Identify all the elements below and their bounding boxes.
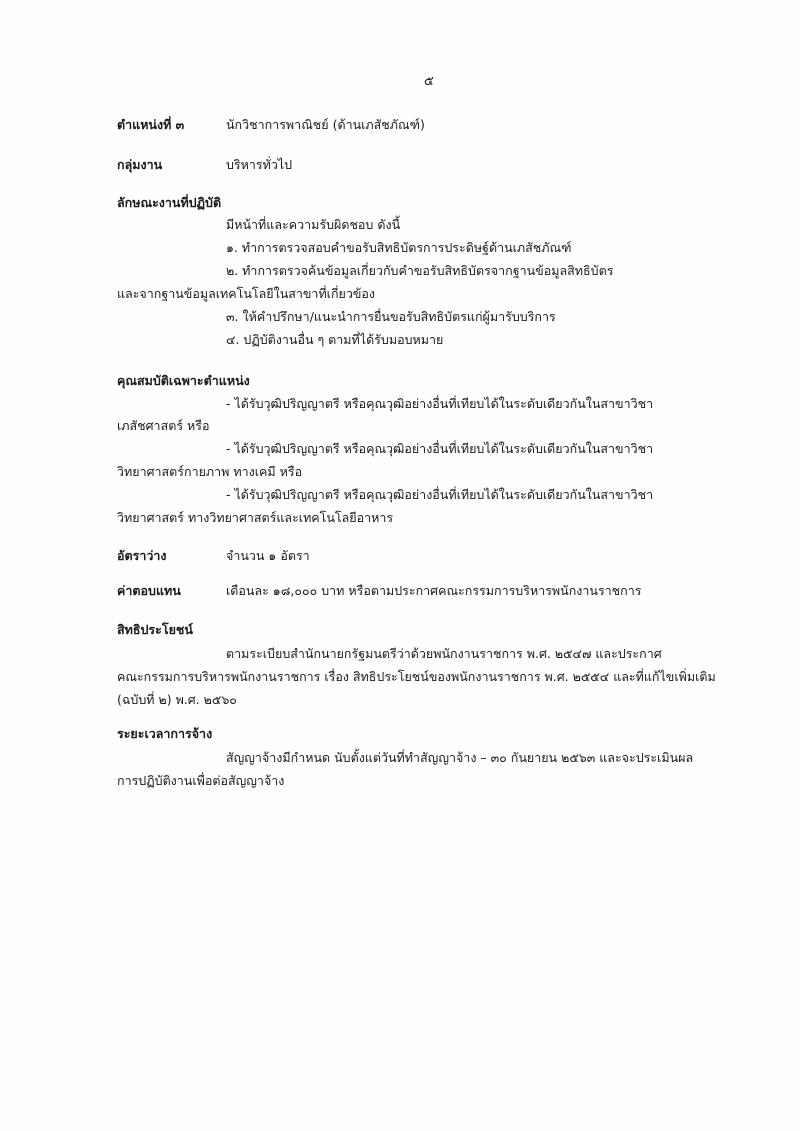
qualification-continuation: วิทยาศาสตร์กายภาพ ทางเคมี หรือ	[117, 464, 303, 479]
duty-item: ๓. ให้คำปรึกษา/แนะนำการยื่นขอรับสิทธิบัตรแก่ผู้มารับบริการ	[226, 309, 556, 324]
duty-item: ๔. ปฏิบัติงานอื่น ๆ ตามที่ได้รับมอบหมาย	[226, 332, 444, 347]
work-group-label: กลุ่มงาน	[117, 157, 163, 172]
employment-period-line: สัญญาจ้างมีกำหนด นับตั้งแต่วันที่ทำสัญญาจ้าง – ๓๐ กันยายน ๒๕๖๓ และจะประเมินผล	[226, 750, 694, 765]
duty-item-continuation: และจากฐานข้อมูลเทคโนโลยีในสาขาที่เกี่ยวข้อง	[117, 286, 376, 301]
benefits-line: คณะกรรมการบริหารพนักงานราชการ เรื่อง สิทธิประโยชน์ของพนักงานราชการ พ.ศ. ๒๕๕๔ และที่แก้ไขเพิ่มเติม	[117, 669, 716, 684]
vacancy-value: จำนวน ๑ อัตรา	[226, 548, 310, 563]
compensation-value: เดือนละ ๑๘,๐๐๐ บาท หรือตามประกาศคณะกรรมการบริหารพนักงานราชการ	[226, 583, 642, 598]
duty-item: ๑. ทำการตรวจสอบคำขอรับสิทธิบัตรการประดิษฐ์ด้านเภสัชภัณฑ์	[226, 240, 572, 255]
benefits-heading: สิทธิประโยชน์	[117, 622, 193, 637]
qualification-item: - ได้รับวุฒิปริญญาตรี หรือคุณวุฒิอย่างอื่นที่เทียบได้ในระดับเดียวกันในสาขาวิชา	[226, 396, 654, 411]
duties-intro: มีหน้าที่และความรับผิดชอบ ดังนี้	[226, 217, 401, 232]
duties-heading: ลักษณะงานที่ปฏิบัติ	[117, 195, 222, 210]
duty-item: ๒. ทำการตรวจค้นข้อมูลเกี่ยวกับคำขอรับสิทธิบัตรจากฐานข้อมูลสิทธิบัตร	[226, 263, 614, 278]
compensation-label: ค่าตอบแทน	[117, 583, 181, 598]
benefits-line: (ฉบับที่ ๒) พ.ศ. ๒๕๖๐	[117, 692, 237, 707]
position-value: นักวิชาการพาณิชย์ (ด้านเภสัชภัณฑ์)	[226, 117, 425, 132]
qualifications-heading: คุณสมบัติเฉพาะตำแหน่ง	[117, 373, 250, 388]
employment-period-heading: ระยะเวลาการจ้าง	[117, 726, 213, 741]
benefits-line: ตามระเบียบสำนักนายกรัฐมนตรีว่าด้วยพนักงานราชการ พ.ศ. ๒๕๔๗ และประกาศ	[226, 646, 662, 661]
qualification-continuation: วิทยาศาสตร์ ทางวิทยาศาสตร์และเทคโนโลยีอาหาร	[117, 510, 394, 525]
qualification-item: - ได้รับวุฒิปริญญาตรี หรือคุณวุฒิอย่างอื่นที่เทียบได้ในระดับเดียวกันในสาขาวิชา	[226, 441, 654, 456]
employment-period-line: การปฏิบัติงานเพื่อต่อสัญญาจ้าง	[117, 773, 285, 788]
qualification-item: - ได้รับวุฒิปริญญาตรี หรือคุณวุฒิอย่างอื่นที่เทียบได้ในระดับเดียวกันในสาขาวิชา	[226, 487, 654, 502]
work-group-value: บริหารทั่วไป	[226, 157, 293, 172]
qualification-continuation: เภสัชศาสตร์ หรือ	[117, 418, 210, 433]
page-number: ๕	[424, 74, 434, 89]
vacancy-label: อัตราว่าง	[117, 548, 167, 563]
position-label: ตำแหน่งที่ ๓	[117, 117, 185, 132]
